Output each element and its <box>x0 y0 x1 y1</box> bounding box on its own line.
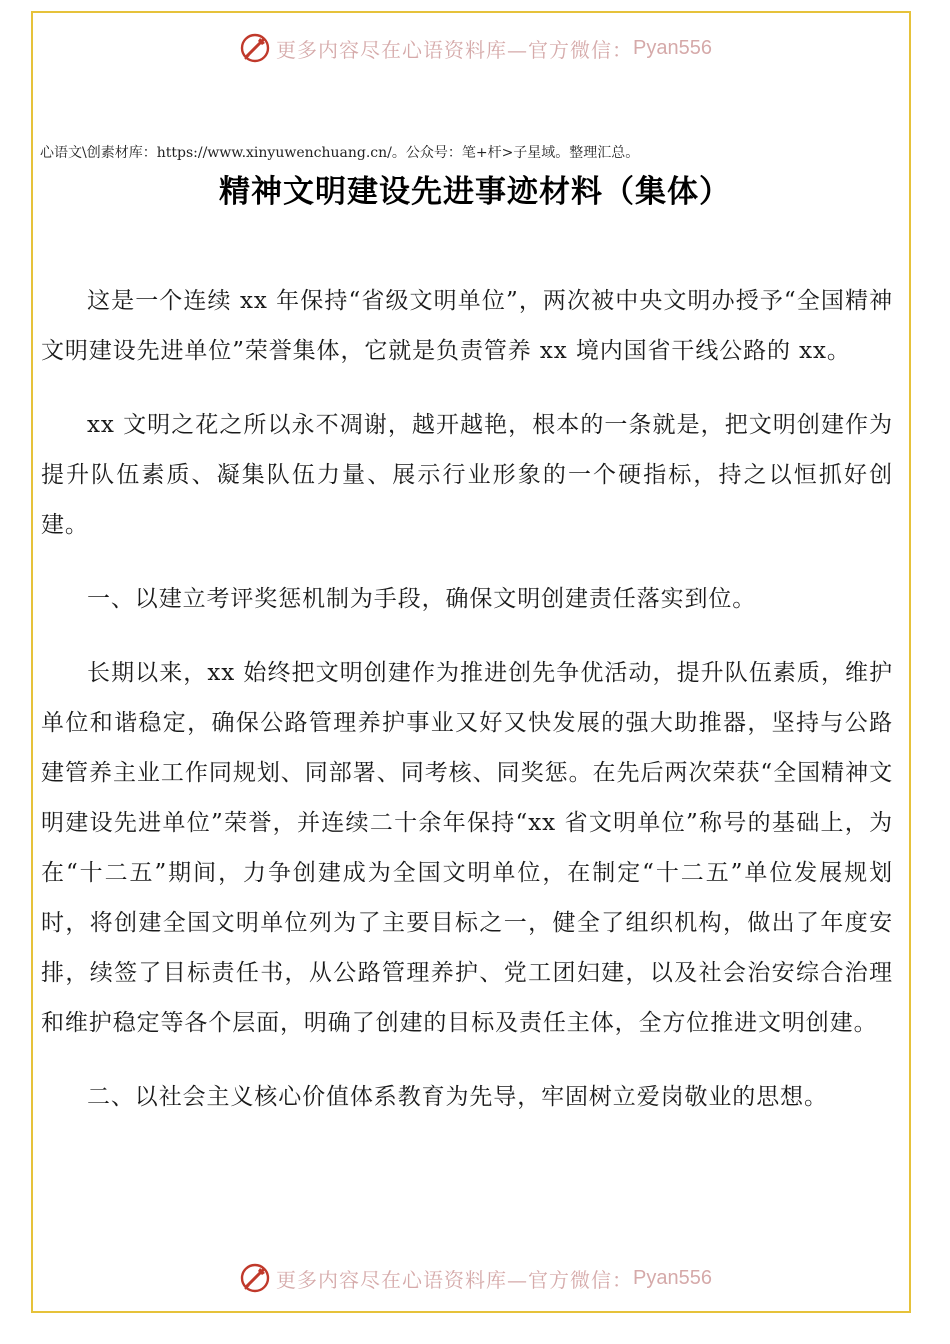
paragraph: xx 文明之花之所以永不凋谢，越开越艳，根本的一条就是，把文明创建作为提升队伍素质、凝集队伍力量、展示行业形象的一个硬指标，持之以恒抓好创建。 <box>41 412 893 538</box>
paragraph: 长期以来，xx 始终把文明创建作为推进创先争优活动，提升队伍素质，维护单位和谐稳定，确保公路管理养护事业又好又快发展的强大助推器，坚持与公路建管养主业工作同规划、同部署、同考核、同奖惩。在先后两次荣获“全国精神文明建设先进单位”荣誉，并连续二十余年保持“xx 省文明单位”称号的基础上，为在“十二五”期间，力争创建成为全国文明单位，在制定“十二五”单位发展规划时，将创建全国文明单位列为了主要目标之一，健全了组织机构，做出了年度安排，续签了目标责任书，从公路管理养护、党工团妇建，以及社会治安综合治理和维护稳定等各个层面，明确了创建的目标及责任主体，全方位推进文明创建。 <box>41 660 893 1036</box>
source-line: 心语文\创素材库：https://www.xinyuwenchuang.cn/。公众号：笔+杆>子星域。整理汇总。 <box>40 145 640 161</box>
footer-banner <box>0 1258 950 1298</box>
document-title: 精神文明建设先进事迹材料（集体） <box>219 174 731 210</box>
banner-wechat-id: Pyan556 <box>633 1266 712 1289</box>
pen-logo-icon <box>238 31 272 65</box>
pen-logo-icon <box>238 1261 272 1295</box>
paragraph: 这是一个连续 xx 年保持“省级文明单位”，两次被中央文明办授予“全国精神文明建设先进单位”荣誉集体，它就是负责管养 xx 境内国省干线公路的 xx。 <box>41 288 893 364</box>
section-heading: 二、以社会主义核心价值体系教育为先导，牢固树立爱岗敬业的思想。 <box>87 1084 828 1110</box>
section-heading: 一、以建立考评奖惩机制为手段，确保文明创建责任落实到位。 <box>87 586 757 612</box>
header-banner <box>0 28 950 68</box>
document-body <box>41 276 893 1146</box>
banner-wechat-id: Pyan556 <box>633 36 712 59</box>
banner-text: 更多内容尽在心语资料库—官方微信： <box>276 37 634 62</box>
banner-text: 更多内容尽在心语资料库—官方微信： <box>276 1267 634 1292</box>
